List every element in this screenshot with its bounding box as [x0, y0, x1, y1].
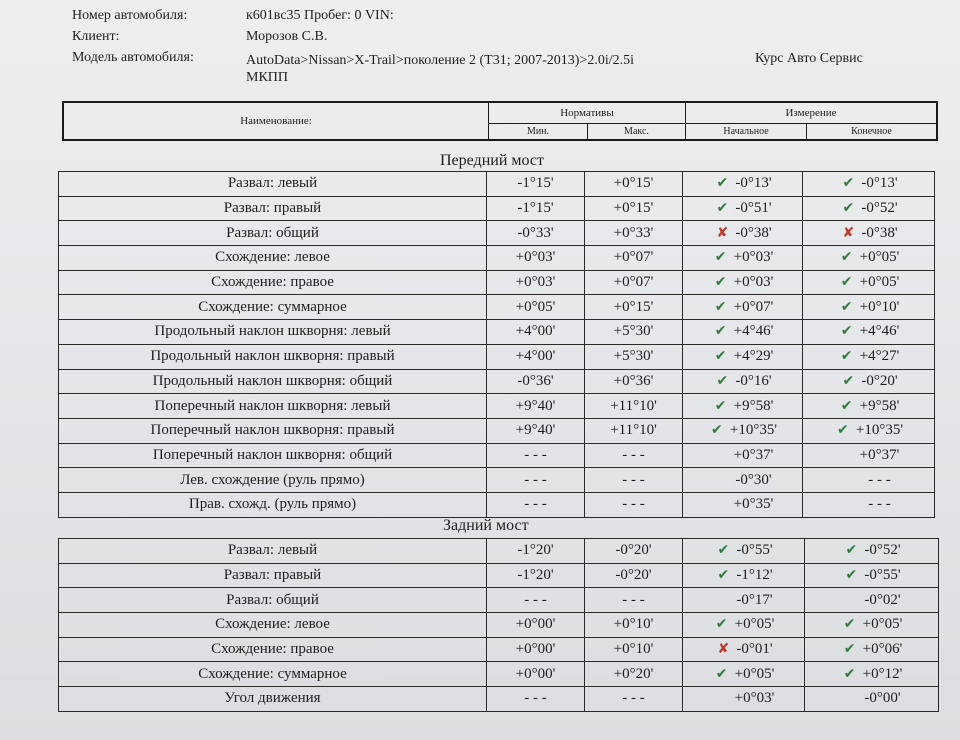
initial-measure-cell	[683, 443, 803, 468]
front-axle-row	[59, 196, 935, 221]
initial-measure-cell	[683, 320, 803, 345]
initial-measure-value: -0°38'	[735, 224, 772, 241]
check-mark-icon: ✔	[715, 665, 728, 682]
check-mark-icon: ✔	[715, 616, 728, 633]
car-number-value: к601вс35 Пробег: 0 VIN:	[246, 8, 394, 23]
initial-measure-cell	[683, 172, 803, 197]
parameter-name: Лев. схождение (руль прямо)	[59, 468, 487, 493]
final-header: Конечное	[851, 126, 892, 137]
initial-measure-value: -0°13'	[735, 175, 772, 192]
front-axle-row	[59, 320, 935, 345]
initial-measure-value: -0°51'	[735, 200, 772, 217]
initial-measure-value: +0°03'	[734, 690, 775, 707]
initial-measure-cell	[683, 418, 803, 443]
front-axle-title: Передний мост	[440, 152, 544, 169]
norm-min-value: - - -	[487, 468, 585, 493]
norm-min-value: +0°03'	[487, 270, 585, 295]
final-measure-cell	[803, 172, 935, 197]
final-measure-value: +0°05'	[862, 616, 903, 633]
cross-mark-icon: ✘	[717, 641, 730, 658]
initial-measure-value: -0°16'	[735, 372, 772, 389]
norm-min-value: - - -	[487, 687, 585, 712]
initial-measure-cell	[683, 637, 805, 662]
initial-measure-cell	[683, 270, 803, 295]
norm-max-value: +11°10'	[585, 418, 683, 443]
final-measure-cell	[803, 344, 935, 369]
parameter-name: Продольный наклон шкворня: левый	[59, 320, 487, 345]
rear-axle-title: Задний мост	[443, 517, 529, 534]
rear-axle-row	[59, 539, 939, 564]
check-mark-icon: ✔	[716, 372, 729, 389]
parameter-name: Угол движения	[59, 687, 487, 712]
initial-measure-value: +0°05'	[734, 665, 775, 682]
initial-measure-value: -0°55'	[736, 542, 773, 559]
final-measure-cell	[805, 563, 939, 588]
norm-max-value: +5°30'	[585, 320, 683, 345]
norm-max-value: +5°30'	[585, 344, 683, 369]
initial-measure-cell	[683, 344, 803, 369]
norm-min-value: +9°40'	[487, 418, 585, 443]
rear-axle-row	[59, 637, 939, 662]
initial-measure-value: +4°29'	[733, 348, 774, 365]
final-measure-cell	[805, 539, 939, 564]
final-measure-value: +0°05'	[859, 249, 900, 266]
initial-measure-value: -0°01'	[736, 641, 773, 658]
final-measure-cell	[803, 468, 935, 493]
max-header: Макс.	[588, 124, 686, 139]
initial-measure-value: +0°37'	[733, 446, 774, 463]
model-value-line1: AutoData>Nissan>X-Trail>поколение 2 (T31; 2007-2013)>2.0i/2.5i	[246, 53, 635, 68]
initial-measure-cell	[683, 295, 803, 320]
final-measure-value: +0°06'	[862, 641, 903, 658]
initial-measure-cell	[683, 246, 803, 271]
parameter-name: Схождение: правое	[59, 270, 487, 295]
norm-max-value: +0°15'	[585, 172, 683, 197]
norm-max-value: +0°07'	[585, 246, 683, 271]
final-measure-value: - - -	[868, 471, 891, 488]
final-measure-cell	[803, 246, 935, 271]
parameter-name: Схождение: правое	[59, 637, 487, 662]
check-mark-icon: ✔	[717, 542, 730, 559]
initial-measure-value: +0°03'	[733, 274, 774, 291]
front-axle-row	[59, 221, 935, 246]
initial-measure-cell	[683, 369, 803, 394]
final-measure-cell	[803, 196, 935, 221]
parameter-name: Продольный наклон шкворня: общий	[59, 369, 487, 394]
rear-axle-row	[59, 588, 939, 613]
front-axle-row	[59, 394, 935, 419]
check-mark-icon: ✔	[845, 542, 858, 559]
final-measure-cell	[803, 295, 935, 320]
norm-min-value: +9°40'	[487, 394, 585, 419]
initial-measure-cell	[683, 613, 805, 638]
front-axle-row	[59, 468, 935, 493]
initial-measure-value: -0°17'	[736, 591, 773, 608]
norm-max-value: +0°10'	[585, 613, 683, 638]
final-measure-value: -0°38'	[861, 224, 898, 241]
check-mark-icon: ✔	[840, 274, 853, 291]
parameter-name: Развал: правый	[59, 196, 487, 221]
final-measure-cell	[803, 369, 935, 394]
parameter-name: Развал: левый	[59, 539, 487, 564]
norm-max-value: +11°10'	[585, 394, 683, 419]
norm-min-value: +0°03'	[487, 246, 585, 271]
initial-measure-cell	[683, 394, 803, 419]
final-measure-value: +0°10'	[859, 298, 900, 315]
initial-measure-cell	[683, 492, 803, 517]
norm-min-value: +4°00'	[487, 344, 585, 369]
initial-measure-value: -1°12'	[736, 567, 773, 584]
norm-max-value: - - -	[585, 687, 683, 712]
norm-min-value: +0°00'	[487, 613, 585, 638]
check-mark-icon: ✔	[716, 175, 729, 192]
final-measure-cell	[803, 221, 935, 246]
final-measure-cell	[803, 320, 935, 345]
final-measure-cell	[805, 588, 939, 613]
norm-min-value: +0°00'	[487, 662, 585, 687]
final-measure-value: +4°46'	[859, 323, 900, 340]
initial-measure-cell	[683, 563, 805, 588]
final-measure-cell	[805, 637, 939, 662]
check-mark-icon: ✔	[843, 616, 856, 633]
norm-min-value: +0°00'	[487, 637, 585, 662]
front-axle-row	[59, 492, 935, 517]
final-measure-value: -0°00'	[864, 690, 901, 707]
check-mark-icon: ✔	[711, 422, 723, 439]
norm-max-value: +0°20'	[585, 662, 683, 687]
client-value: Морозов С.В.	[246, 29, 328, 44]
norm-min-value: -1°15'	[487, 172, 585, 197]
company-name: Курс Авто Сервис	[755, 51, 863, 66]
norm-min-value: -1°20'	[487, 563, 585, 588]
check-mark-icon: ✔	[717, 567, 730, 584]
rear-axle-row	[59, 563, 939, 588]
parameter-name: Схождение: суммарное	[59, 662, 487, 687]
parameter-name: Поперечный наклон шкворня: общий	[59, 443, 487, 468]
parameter-name: Схождение: левое	[59, 246, 487, 271]
column-header-table	[62, 101, 938, 141]
check-mark-icon: ✔	[840, 249, 853, 266]
check-mark-icon: ✔	[842, 175, 855, 192]
initial-measure-value: +0°07'	[733, 298, 774, 315]
rear-axle-table	[58, 538, 939, 712]
front-axle-row	[59, 295, 935, 320]
min-header: Мин.	[489, 124, 588, 139]
check-mark-icon: ✔	[714, 397, 727, 414]
final-measure-cell	[803, 394, 935, 419]
parameter-name: Развал: общий	[59, 221, 487, 246]
check-mark-icon: ✔	[842, 372, 855, 389]
car-number-label: Номер автомобиля:	[72, 8, 188, 23]
cross-mark-icon: ✘	[716, 224, 729, 241]
check-mark-icon: ✔	[840, 298, 853, 315]
norm-max-value: - - -	[585, 588, 683, 613]
front-axle-row	[59, 172, 935, 197]
final-measure-cell	[803, 418, 935, 443]
norm-max-value: +0°15'	[585, 295, 683, 320]
final-measure-value: - - -	[868, 496, 891, 513]
measure-header: Измерение	[686, 103, 936, 124]
check-mark-icon: ✔	[840, 323, 853, 340]
parameter-name: Развал: левый	[59, 172, 487, 197]
rear-axle-row	[59, 613, 939, 638]
front-axle-table	[58, 171, 935, 518]
final-measure-value: -0°52'	[861, 200, 898, 217]
final-measure-value: +10°35'	[855, 422, 904, 439]
norm-max-value: +0°36'	[585, 369, 683, 394]
check-mark-icon: ✔	[837, 422, 849, 439]
initial-measure-cell	[683, 468, 803, 493]
norm-max-value: - - -	[585, 443, 683, 468]
final-measure-value: -0°20'	[861, 372, 898, 389]
final-measure-cell	[805, 687, 939, 712]
front-axle-row	[59, 246, 935, 271]
initial-measure-cell	[683, 687, 805, 712]
norm-max-value: - - -	[585, 492, 683, 517]
check-mark-icon: ✔	[840, 397, 853, 414]
initial-measure-cell	[683, 196, 803, 221]
norm-min-value: +4°00'	[487, 320, 585, 345]
initial-measure-value: +0°35'	[733, 496, 774, 513]
initial-measure-value: +10°35'	[729, 422, 778, 439]
final-measure-value: +0°37'	[859, 446, 900, 463]
final-measure-cell	[803, 492, 935, 517]
parameter-name: Прав. схожд. (руль прямо)	[59, 492, 487, 517]
final-measure-value: -0°52'	[864, 542, 901, 559]
front-axle-row	[59, 270, 935, 295]
column-name-header: Наименование:	[64, 103, 489, 139]
initial-measure-value: +0°05'	[734, 616, 775, 633]
initial-measure-cell	[683, 221, 803, 246]
check-mark-icon: ✔	[842, 200, 855, 217]
final-measure-value: +0°12'	[862, 665, 903, 682]
check-mark-icon: ✔	[714, 298, 727, 315]
norm-min-value: -1°15'	[487, 196, 585, 221]
initial-measure-value: +9°58'	[733, 397, 774, 414]
initial-measure-cell	[683, 662, 805, 687]
check-mark-icon: ✔	[714, 249, 727, 266]
parameter-name: Схождение: левое	[59, 613, 487, 638]
norm-min-value: - - -	[487, 492, 585, 517]
norm-max-value: +0°33'	[585, 221, 683, 246]
norm-max-value: +0°10'	[585, 637, 683, 662]
parameter-name: Поперечный наклон шкворня: правый	[59, 418, 487, 443]
final-measure-value: -0°13'	[861, 175, 898, 192]
norm-min-value: +0°05'	[487, 295, 585, 320]
norm-max-value: +0°07'	[585, 270, 683, 295]
initial-measure-value: +4°46'	[733, 323, 774, 340]
norm-min-value: -0°33'	[487, 221, 585, 246]
final-measure-value: -0°55'	[864, 567, 901, 584]
rear-axle-row	[59, 662, 939, 687]
parameter-name: Схождение: суммарное	[59, 295, 487, 320]
norm-min-value: -0°36'	[487, 369, 585, 394]
front-axle-row	[59, 369, 935, 394]
norm-max-value: - - -	[585, 468, 683, 493]
parameter-name: Поперечный наклон шкворня: левый	[59, 394, 487, 419]
norm-max-value: -0°20'	[585, 539, 683, 564]
parameter-name: Развал: общий	[59, 588, 487, 613]
front-axle-row	[59, 443, 935, 468]
norm-min-value: - - -	[487, 588, 585, 613]
model-value-line2: МКПП	[246, 70, 289, 85]
final-measure-value: -0°02'	[864, 591, 901, 608]
cross-mark-icon: ✘	[842, 224, 855, 241]
final-measure-cell	[803, 443, 935, 468]
parameter-name: Продольный наклон шкворня: правый	[59, 344, 487, 369]
check-mark-icon: ✔	[714, 323, 727, 340]
check-mark-icon: ✔	[840, 348, 853, 365]
final-measure-value: +0°05'	[859, 274, 900, 291]
check-mark-icon: ✔	[714, 348, 727, 365]
check-mark-icon: ✔	[843, 665, 856, 682]
final-measure-cell	[803, 270, 935, 295]
final-measure-value: +4°27'	[859, 348, 900, 365]
norms-header: Нормативы	[489, 103, 686, 124]
norm-min-value: -1°20'	[487, 539, 585, 564]
norm-max-value: +0°15'	[585, 196, 683, 221]
front-axle-row	[59, 418, 935, 443]
final-measure-cell	[805, 613, 939, 638]
initial-measure-cell	[683, 539, 805, 564]
norm-min-value: - - -	[487, 443, 585, 468]
rear-axle-row	[59, 687, 939, 712]
norm-max-value: -0°20'	[585, 563, 683, 588]
initial-measure-cell	[683, 588, 805, 613]
front-axle-row	[59, 344, 935, 369]
client-label: Клиент:	[72, 29, 120, 44]
model-label: Модель автомобиля:	[72, 50, 194, 65]
initial-header: Начальное	[686, 124, 807, 139]
initial-measure-value: -0°30'	[735, 471, 772, 488]
check-mark-icon: ✔	[843, 641, 856, 658]
parameter-name: Развал: правый	[59, 563, 487, 588]
final-measure-cell	[805, 662, 939, 687]
check-mark-icon: ✔	[845, 567, 858, 584]
initial-measure-value: +0°03'	[733, 249, 774, 266]
check-mark-icon: ✔	[716, 200, 729, 217]
final-measure-value: +9°58'	[859, 397, 900, 414]
check-mark-icon: ✔	[714, 274, 727, 291]
